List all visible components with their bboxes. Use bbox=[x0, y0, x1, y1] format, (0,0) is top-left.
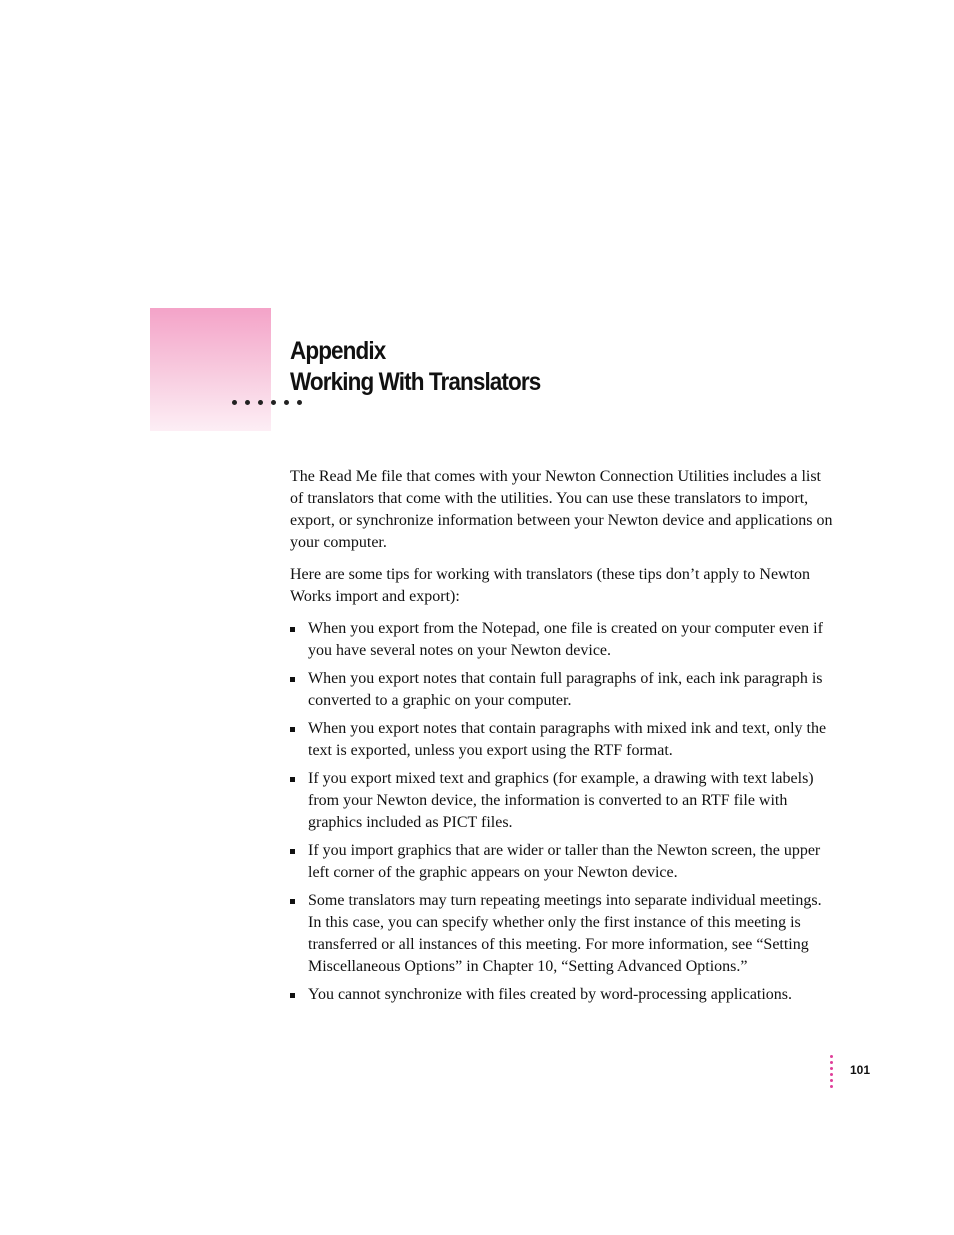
page-title bbox=[290, 336, 540, 398]
tips-list bbox=[290, 618, 835, 1006]
dot-icon bbox=[258, 400, 263, 405]
dot-icon bbox=[271, 400, 276, 405]
title-line-chapter-name: Working With Translators bbox=[290, 368, 541, 396]
chapter-color-block bbox=[150, 308, 271, 431]
square-bullet-icon bbox=[290, 727, 295, 732]
list-item bbox=[290, 890, 835, 978]
intro-paragraph: The Read Me file that comes with your Newton Connection Utilities includes a list of translators that come with the utilities. You can use these translators to import, export, or synchronize information between your Newton device and applications on your computer. bbox=[290, 468, 833, 551]
square-bullet-icon bbox=[290, 849, 295, 854]
dot-icon bbox=[830, 1067, 833, 1070]
square-bullet-icon bbox=[290, 993, 295, 998]
list-item bbox=[290, 768, 835, 834]
list-item bbox=[290, 618, 835, 662]
list-item bbox=[290, 984, 835, 1006]
list-item-text: If you export mixed text and graphics (for example, a drawing with text labels) from your Newton device, the information is converted to an RTF file with graphics included as PICT files. bbox=[308, 770, 814, 831]
dot-icon bbox=[830, 1079, 833, 1082]
square-bullet-icon bbox=[290, 677, 295, 682]
list-item bbox=[290, 840, 835, 884]
dot-icon bbox=[830, 1073, 833, 1076]
list-item bbox=[290, 668, 835, 712]
dot-icon bbox=[232, 400, 237, 405]
title-line-appendix: Appendix bbox=[290, 337, 386, 365]
square-bullet-icon bbox=[290, 899, 295, 904]
square-bullet-icon bbox=[290, 627, 295, 632]
square-bullet-icon bbox=[290, 777, 295, 782]
dot-icon bbox=[830, 1085, 833, 1088]
list-item-text: You cannot synchronize with files created by word-processing applications. bbox=[308, 986, 793, 1003]
dot-icon bbox=[830, 1061, 833, 1064]
list-item-text: If you import graphics that are wider or taller than the Newton screen, the upper left corner of the graphic appears on your Newton device. bbox=[308, 842, 821, 881]
list-item-text: When you export from the Notepad, one file is created on your computer even if you have several notes on your Newton device. bbox=[308, 620, 823, 659]
tips-intro-paragraph: Here are some tips for working with translators (these tips don’t apply to Newton Works import and export): bbox=[290, 566, 811, 605]
list-item-text: Some translators may turn repeating meetings into separate individual meetings. In this case, you can specify whether only the first instance of this meeting is transferred or all instances of this meeting. For more information, see “Setting Miscellaneous Options” in Chapter 10, “Setting Advanced Options.” bbox=[308, 892, 822, 975]
body-content bbox=[290, 466, 835, 1012]
decorative-dot-row bbox=[232, 400, 302, 405]
list-item-text: When you export notes that contain paragraphs with mixed ink and text, only the text is exported, unless you export using the RTF format. bbox=[308, 720, 827, 759]
page-number: 101 bbox=[850, 1063, 871, 1077]
page-number-dots bbox=[830, 1055, 833, 1088]
dot-icon bbox=[245, 400, 250, 405]
dot-icon bbox=[284, 400, 289, 405]
list-item bbox=[290, 718, 835, 762]
dot-icon bbox=[297, 400, 302, 405]
dot-icon bbox=[830, 1055, 833, 1058]
list-item-text: When you export notes that contain full paragraphs of ink, each ink paragraph is converted to a graphic on your computer. bbox=[308, 670, 823, 709]
